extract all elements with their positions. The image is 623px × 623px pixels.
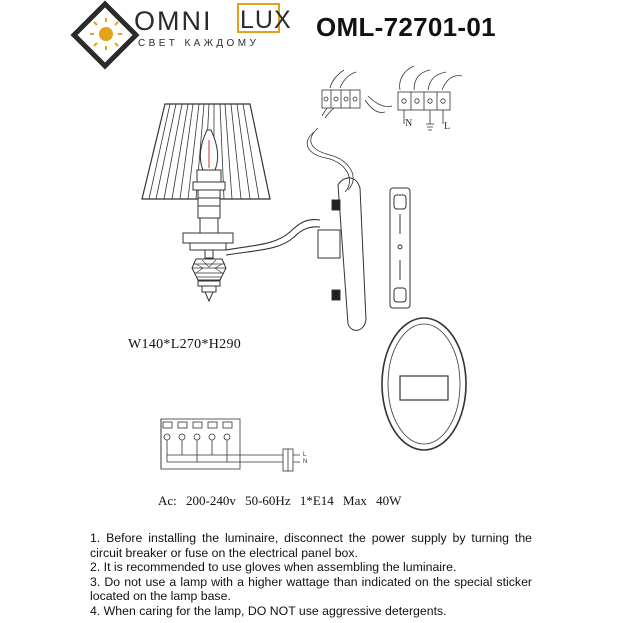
model-code: OML-72701-01 [316, 12, 496, 42]
instructions-list [90, 531, 532, 619]
brand-name-omni: OMNI [134, 6, 213, 36]
wall-mount-side [318, 178, 366, 331]
oval-base [382, 318, 466, 450]
wiring-line-labels [303, 452, 307, 465]
instruction-item: 2. It is recommended to use gloves when assembling the luminaire. [90, 560, 457, 575]
instruction-item: 1. Before installing the luminaire, disconnect the power supply by turning the circuit breaker or fuse on the electrical panel box. [90, 531, 532, 560]
bulb-holder [183, 130, 233, 258]
lamp-arm [226, 220, 320, 256]
crystal-drop [192, 259, 226, 301]
instruction-item: 3. Do not use a lamp with a higher wattage than indicated on the special sticker located on the lamp base. [90, 574, 532, 604]
terminal-label-l: L [444, 121, 451, 132]
brand-name-lux: LUX [240, 6, 292, 34]
terminal-label-n: N [405, 118, 413, 129]
wiring-diagram [161, 419, 300, 471]
terminal-block-top [322, 70, 360, 108]
line-label-l: L [303, 452, 307, 458]
line-label-n: N [303, 459, 308, 465]
supply-wires [307, 96, 392, 192]
wall-plate-front [390, 188, 410, 308]
dimensions-text: W140*L270*H290 [128, 337, 242, 352]
instruction-item: 4. When caring for the lamp, DO NOT use aggressive detergents. [90, 603, 447, 618]
power-spec-text: Ac: 200-240v 50-60Hz 1*E14 Max 40W [158, 493, 402, 508]
terminal-labels [405, 118, 450, 132]
brand-tagline: СВЕТ КАЖДОМУ [138, 38, 260, 49]
logo-mark [74, 4, 136, 66]
